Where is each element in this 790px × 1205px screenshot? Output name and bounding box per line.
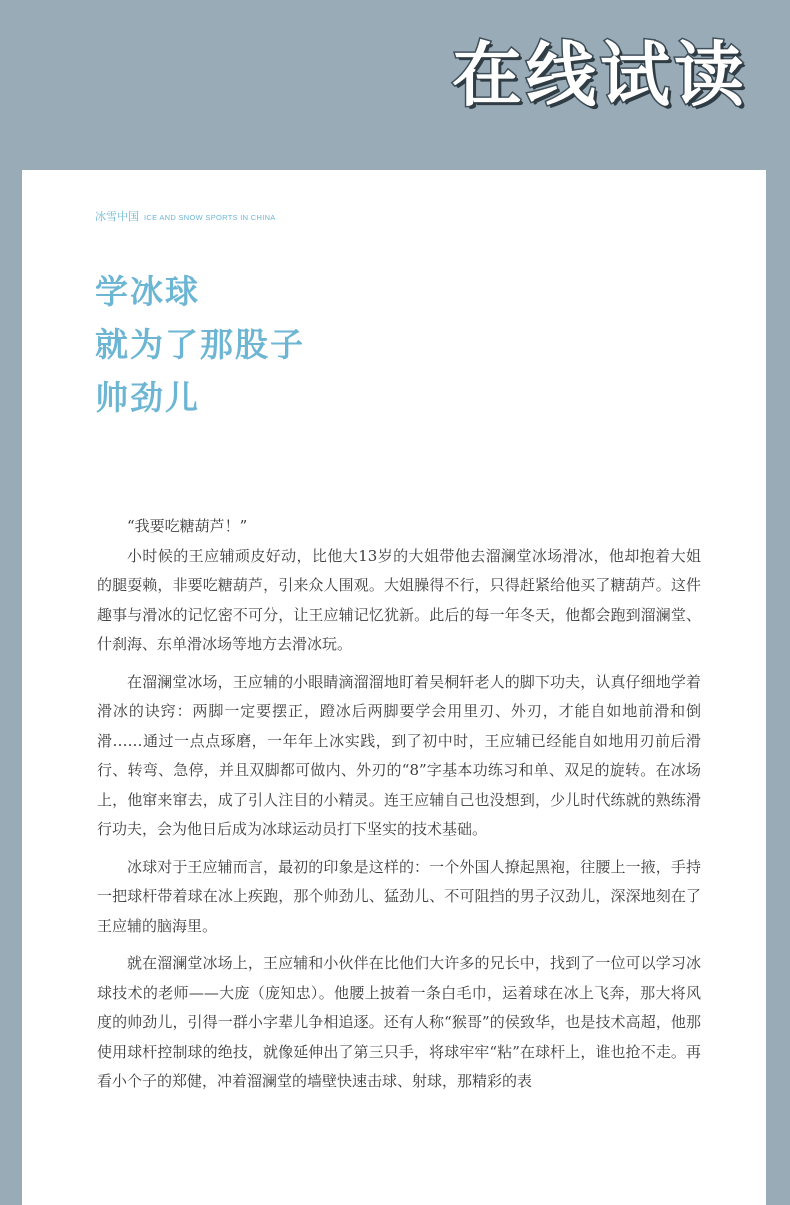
book-page (22, 170, 766, 1205)
paragraph: 就在溜澜堂冰场上，王应辅和小伙伴在比他们大许多的兄长中，找到了一位可以学习冰球技术的老师——大庞（庞知忠）。他腰上披着一条白毛巾，运着球在冰上飞奔，那大将风度的帅劲儿，引得一群小字辈儿争相追逐。还有人称“猴哥”的侯致华，也是技术高超，他那使用球杆控制球的绝技，就像延伸出了第三只手，将球牢牢“粘”在球杆上，谁也抢不走。再看小个子的郑健，冲着溜澜堂的墙壁快速击球、射球，那精彩的表 (97, 954, 701, 1090)
paragraph: “我要吃糖葫芦！” (127, 517, 248, 535)
body-text (97, 512, 701, 1097)
running-head (95, 208, 276, 224)
chapter-title-line: 学冰球 (95, 272, 200, 311)
paragraph: 在溜澜堂冰场，王应辅的小眼睛滴溜溜地盯着吴桐轩老人的脚下功夫，认真仔细地学着滑冰的诀窍：两脚一定要摆正，蹬冰后两脚要学会用里刃、外刃，才能自如地前滑和倒滑……通过一点点琢磨，一年年上冰实践，到了初中时，王应辅已经能自如地用刃前后滑行、转弯、急停，并且双脚都可做内、外刃的“8”字基本功练习和单、双足的旋转。在冰场上，他窜来窜去，成了引人注目的小精灵。连王应辅自己也没想到，少儿时代练就的熟练滑行功夫，会为他日后成为冰球运动员打下坚实的技术基础。 (97, 672, 701, 838)
paragraph: 小时候的王应辅顽皮好动，比他大13岁的大姐带他去溜澜堂冰场滑冰，他却抱着大姐的腿耍赖，非要吃糖葫芦，引来众人围观。大姐臊得不行，只得赶紧给他买了糖葫芦。这件趣事与滑冰的记忆密不可分，让王应辅记忆犹新。此后的每一年冬天，他都会跑到溜澜堂、什刹海、东单滑冰场等地方去滑冰玩。 (97, 546, 701, 653)
running-head-zh: 冰雪中国 (95, 210, 139, 223)
running-head-en: ICE AND SNOW SPORTS IN CHINA (144, 213, 276, 222)
paragraph: 冰球对于王应辅而言，最初的印象是这样的：一个外国人撩起黑袍，往腰上一掖，手持一把球杆带着球在冰上疾跑，那个帅劲儿、猛劲儿、不可阻挡的男子汉劲儿，深深地刻在了王应辅的脑海里。 (97, 857, 701, 935)
chapter-title-line: 帅劲儿 (95, 378, 200, 417)
chapter-title-line: 就为了那股子 (95, 325, 305, 364)
banner-title: 在线试读 (452, 34, 748, 116)
chapter-title (95, 265, 305, 424)
